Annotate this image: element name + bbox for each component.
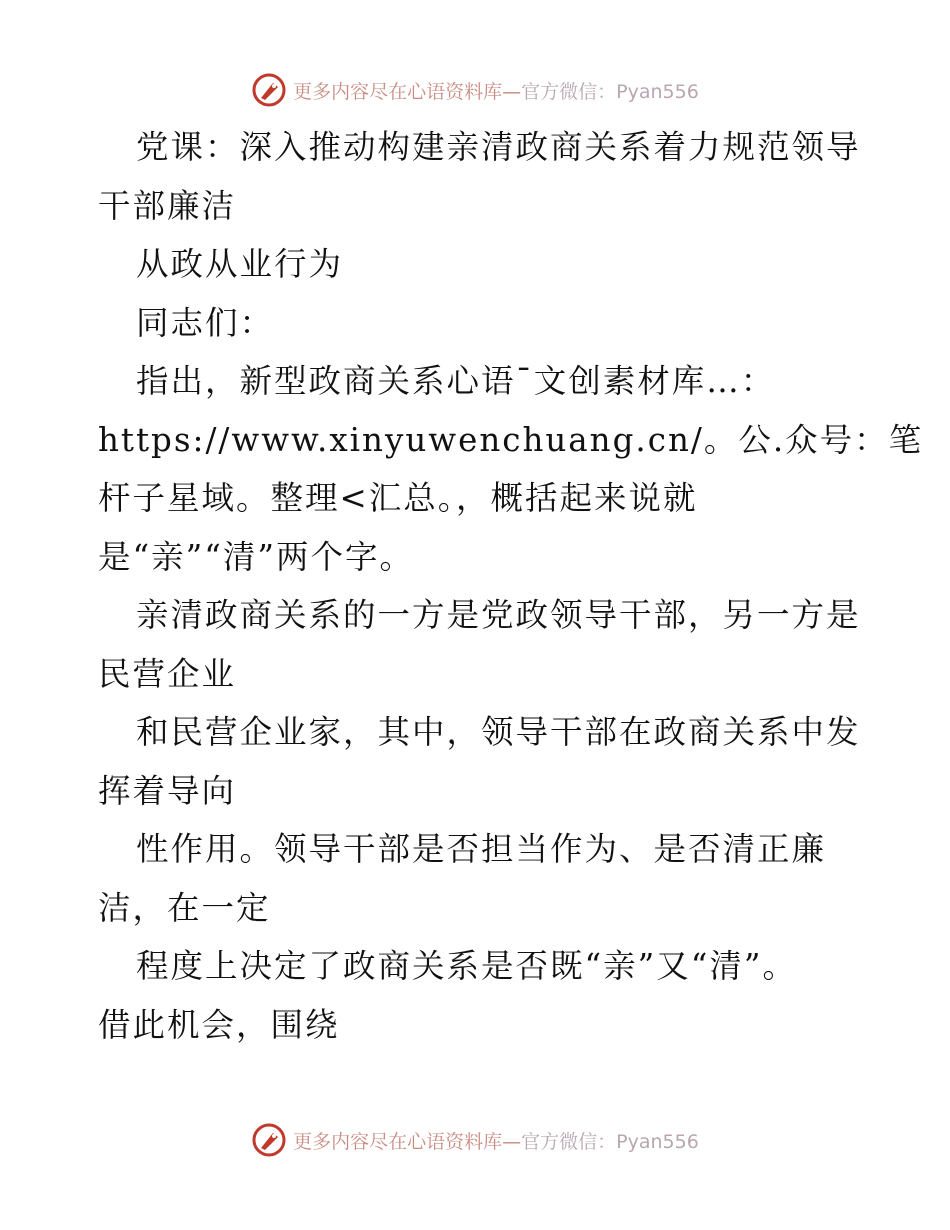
title-line-1: 党课：深入推动构建亲清政商关系着力规范领导: [136, 128, 861, 166]
pen-nib-logo-icon: [251, 72, 287, 108]
paragraph-line: 和民营企业家，其中，领导干部在政商关系中发: [136, 713, 861, 751]
paragraph-line: 杆子星域。整理<汇总。，概括起来说就: [98, 479, 698, 517]
header-separator: —: [502, 80, 522, 103]
header-banner: [0, 70, 950, 110]
paragraph-line: 性作用。领导干部是否担当作为、是否清正廉: [136, 830, 827, 868]
paragraph-line: https://www.xinyuwenchuang.cn/。公.众号：笔: [98, 420, 924, 459]
paragraph-line: 挥着导向: [98, 771, 237, 810]
paragraph-line: 民营企业: [98, 654, 237, 693]
header-wechat-text: 官方微信：Pyan556: [521, 80, 699, 103]
footer-wechat-text: 官方微信：Pyan556: [521, 1130, 699, 1153]
footer-promo-text: 更多内容尽在心语资料库: [293, 1130, 503, 1153]
paragraph-line: 指出，新型政商关系心语¯文创素材库…：: [136, 362, 776, 400]
footer-separator: —: [502, 1130, 522, 1153]
salutation: 同志们：: [136, 303, 275, 342]
header-banner-text: [293, 77, 699, 104]
document-body: [98, 118, 924, 1054]
pen-nib-logo-icon: [251, 1122, 287, 1158]
header-promo-text: 更多内容尽在心语资料库: [293, 80, 503, 103]
footer-banner: [0, 1120, 950, 1160]
paragraph-line: 亲清政商关系的一方是党政领导干部，另一方是: [136, 596, 861, 634]
paragraph-line: 程度上决定了政商关系是否既“亲”又“清”。: [136, 947, 797, 985]
footer-banner-text: [293, 1127, 699, 1154]
paragraph-line: 洁，在一定: [98, 888, 271, 927]
title-line-2: 干部廉洁: [98, 186, 237, 225]
title-line-3: 从政从业行为: [136, 245, 344, 283]
paragraph-line: 借此机会，围绕: [98, 1005, 340, 1044]
paragraph-line: 是“亲”“清”两个字。: [98, 537, 414, 576]
